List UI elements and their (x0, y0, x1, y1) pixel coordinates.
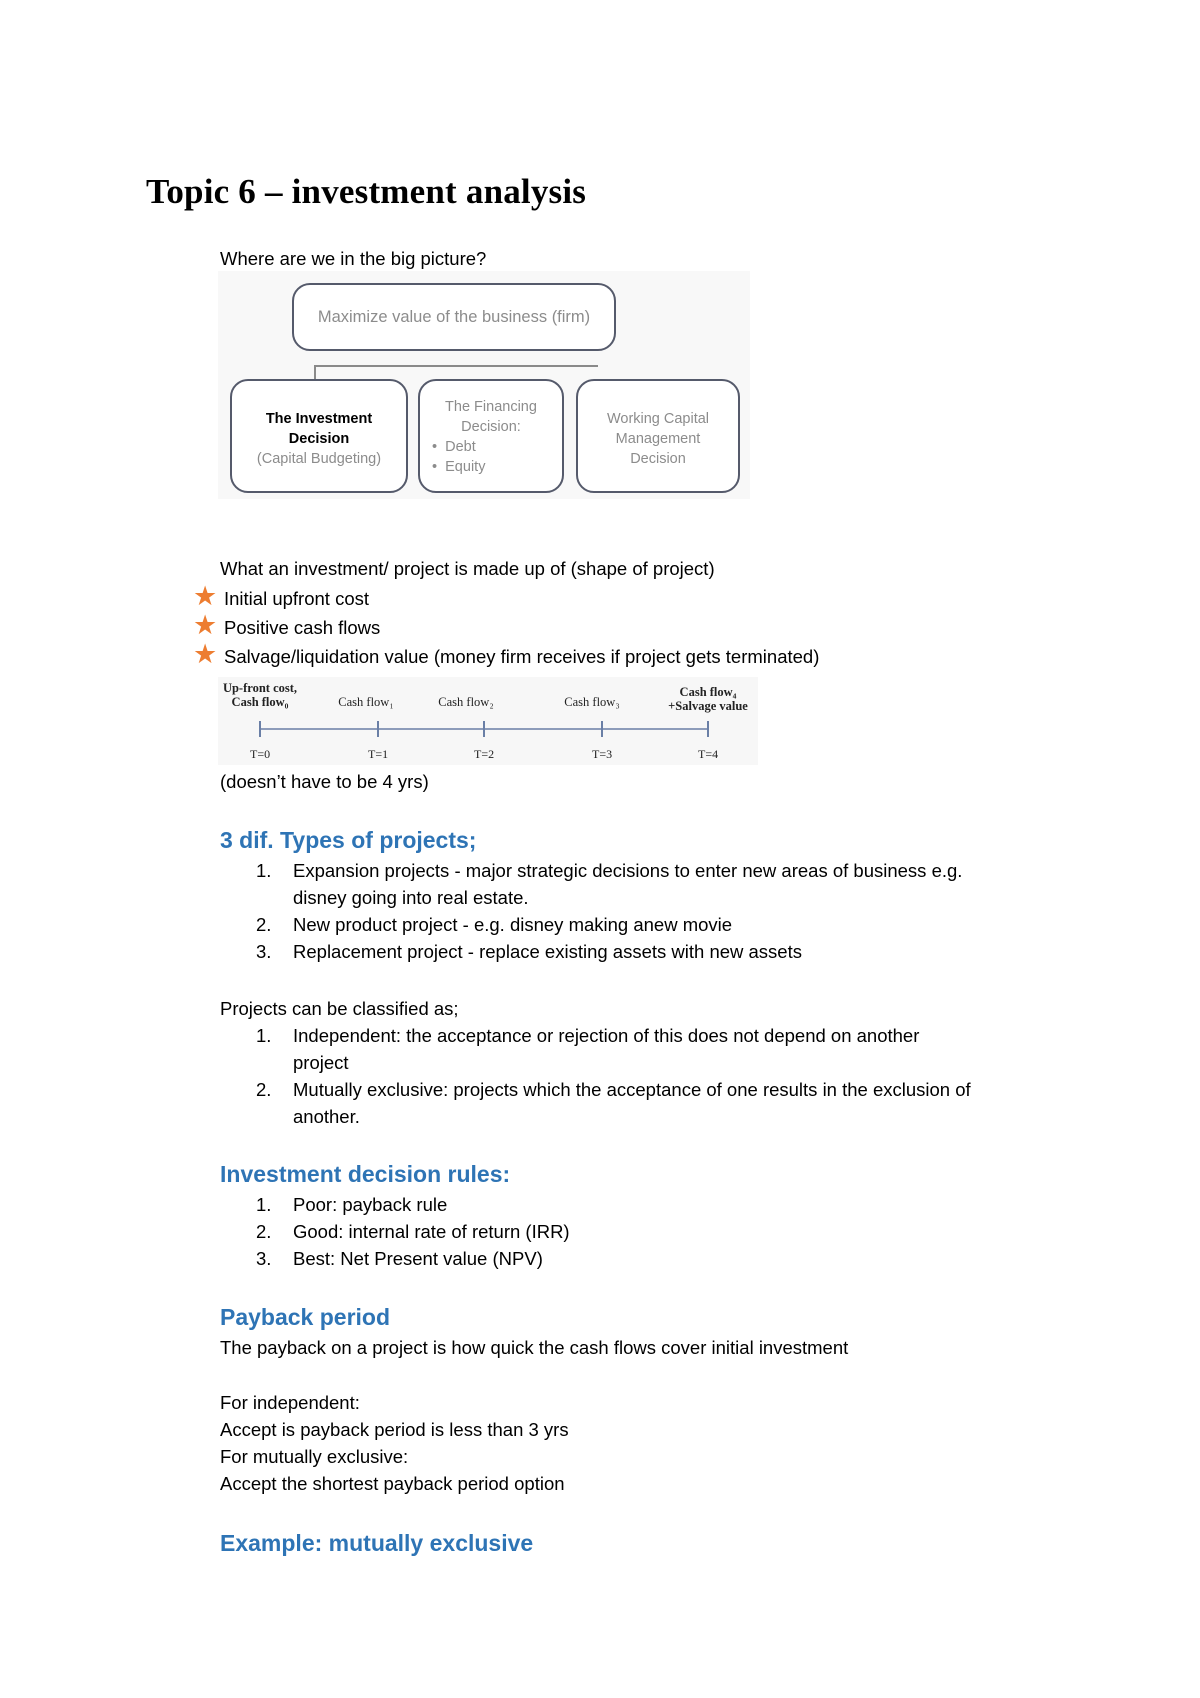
payback-exclusive-rule: Accept the shortest payback period option (220, 1473, 565, 1494)
payback-heading: Payback period (220, 1304, 391, 1330)
timeline-tick-label: T=1 (368, 747, 389, 761)
working-capital-line3: Decision (630, 451, 686, 467)
maximize-value-label: Maximize value of the business (firm) (317, 308, 591, 326)
investment-line3: (Capital Budgeting) (256, 451, 382, 467)
timeline-tick-label: T=2 (474, 747, 495, 761)
timeline-label-t1: Cash flow₁ (338, 695, 394, 709)
cash-flow-timeline (218, 677, 758, 765)
payback-exclusive-label: For mutually exclusive: (220, 1446, 409, 1467)
working-capital-box (576, 379, 740, 493)
maximize-value-box (292, 283, 616, 351)
timeline-label-t0: Up-front cost, Cash flow₀ (222, 681, 298, 709)
list-item: 1. Independent: the acceptance or rejection of this does not depend on another project (256, 1025, 920, 1073)
big-picture-question: Where are we in the big picture? (220, 248, 487, 269)
shape-item-2: Positive cash flows (224, 617, 381, 638)
timeline-tick-label: T=3 (592, 747, 613, 761)
star-icon: ★ (193, 610, 218, 640)
payback-independent-rule: Accept is payback period is less than 3 yrs (220, 1419, 569, 1440)
example-heading: Example: mutually exclusive (220, 1530, 534, 1556)
financing-item-equity: • Equity (432, 459, 486, 475)
timeline-tick-label: T=0 (250, 747, 271, 761)
page-title: Topic 6 – investment analysis (146, 172, 587, 211)
timeline-label-t3: Cash flow₃ (564, 695, 620, 709)
list-item: 3. Replacement project - replace existing assets with new assets (256, 941, 802, 962)
star-icon: ★ (193, 639, 218, 669)
financing-line1: The Financing (445, 399, 537, 415)
rules-heading: Investment decision rules: (220, 1161, 511, 1187)
star-icon: ★ (193, 581, 218, 611)
list-item: 2. Mutually exclusive: projects which the acceptance of one results in the exclusion of another. (256, 1079, 971, 1127)
investment-decision-box (230, 379, 408, 493)
investment-line2: Decision (288, 431, 350, 447)
payback-independent-label: For independent: (220, 1392, 360, 1413)
financing-item-debt: • Debt (432, 439, 476, 455)
payback-definition: The payback on a project is how quick the cash flows cover initial investment (220, 1337, 849, 1358)
types-heading: 3 dif. Types of projects; (220, 827, 477, 853)
classified-intro: Projects can be classified as; (220, 998, 459, 1019)
working-capital-line1: Working Capital (606, 411, 710, 427)
shape-item-3: Salvage/liquidation value (money firm receives if project gets terminated) (224, 646, 820, 667)
list-item: 3. Best: Net Present value (NPV) (256, 1248, 543, 1269)
list-item: 1. Expansion projects - major strategic decisions to enter new areas of business e.g. disney going into real estate. (256, 860, 963, 908)
timeline-label-t2: Cash flow₂ (438, 695, 494, 709)
connector-vertical (314, 365, 316, 379)
shape-item-1: Initial upfront cost (224, 588, 369, 609)
financing-line2: Decision: (461, 419, 521, 435)
list-item: 2. Good: internal rate of return (IRR) (256, 1221, 570, 1242)
rules-list (220, 1191, 1120, 1272)
timeline-tick-label: T=4 (698, 747, 719, 761)
classified-list (220, 1022, 1120, 1130)
list-item: 1. Poor: payback rule (256, 1194, 448, 1215)
working-capital-line2: Management (615, 431, 701, 447)
list-item: 2. New product project - e.g. disney making anew movie (256, 914, 733, 935)
timeline-label-t4: Cash flow₄ +Salvage value (668, 685, 748, 713)
shape-intro: What an investment/ project is made up of (shape of project) (220, 558, 715, 579)
timeline-note: (doesn’t have to be 4 yrs) (220, 771, 429, 792)
financing-decision-box (418, 379, 564, 493)
big-picture-diagram (218, 271, 750, 499)
investment-line1: The Investment (265, 411, 373, 427)
types-list (220, 857, 1120, 965)
connector-horizontal (314, 365, 598, 367)
